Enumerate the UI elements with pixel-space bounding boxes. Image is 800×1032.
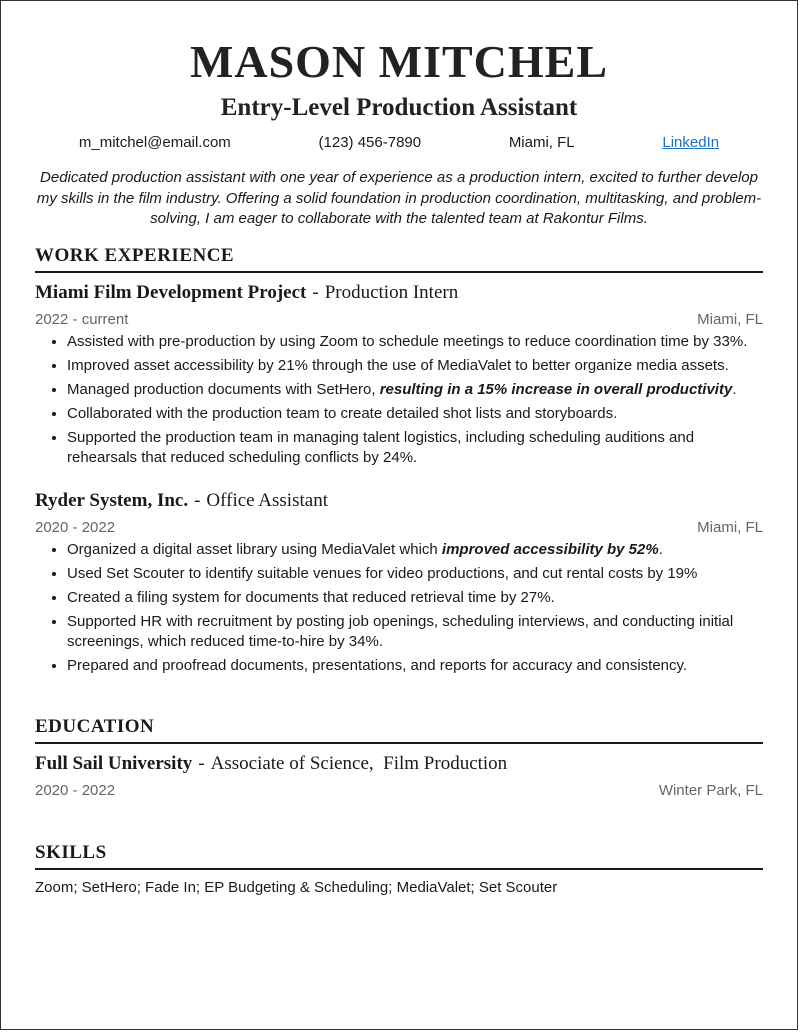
job-title: Entry-Level Production Assistant [220, 94, 578, 121]
education-separator: - [198, 752, 205, 774]
job-separator: - [312, 281, 319, 303]
bullet-text: Assisted with pre-production by using Zoom to schedule meetings to reduce coordination time by 33%. [67, 332, 748, 350]
education-heading [35, 752, 763, 776]
job-separator: - [194, 489, 201, 511]
job-heading [35, 489, 763, 513]
degree-name: Associate of Science, Film Production [210, 752, 508, 774]
summary-paragraph: Dedicated production assistant with one year of experience as a production intern, excited to further develop my skills in the film industry. Offering a solid foundation in production coordination, multitasking, and problem-solving, I am eager to collaborate with the talented team at Rakontur Films. [36, 169, 762, 227]
job-role: Office Assistant [206, 489, 328, 511]
job-meta [35, 518, 763, 538]
job-bullet [67, 380, 763, 401]
job-role: Production Intern [324, 281, 459, 303]
job-bullet [67, 404, 763, 425]
bullet-text: Used Set Scouter to identify suitable venues for video productions, and cut rental costs by 19% [67, 564, 698, 582]
bullet-suffix: . [732, 380, 737, 398]
job-dates: 2020 - 2022 [35, 518, 116, 536]
job-bullet [67, 564, 763, 585]
contact-bar [35, 133, 763, 153]
job-bullet [67, 540, 763, 561]
candidate-name: MASON MITCHEL [189, 36, 609, 87]
location-text: Miami, FL [508, 134, 575, 151]
skills-list: Zoom; SetHero; Fade In; EP Budgeting & Scheduling; MediaValet; Set Scouter [35, 878, 558, 896]
job-entry [35, 489, 763, 677]
school-name: Full Sail University [35, 752, 193, 774]
bullet-text: Improved asset accessibility by 21% through the use of MediaValet to better organize media assets. [67, 356, 729, 374]
bullet-emphasis: improved accessibility by 52% [441, 540, 659, 558]
job-location: Miami, FL [697, 310, 763, 328]
education-meta [35, 781, 763, 801]
email-text: m_mitchel@email.com [78, 134, 231, 151]
job-meta [35, 310, 763, 330]
bullet-text: Supported the production team in managing talent logistics, including scheduling auditions and rehearsals that reduced scheduling conflicts by 24%. [67, 428, 695, 466]
section-title-education: EDUCATION [35, 715, 763, 744]
section-title-skills: SKILLS [35, 841, 763, 870]
bullet-text: Prepared and proofread documents, presentations, and reports for accuracy and consistency. [67, 657, 688, 674]
bullet-suffix: . [658, 540, 663, 558]
job-bullet [67, 332, 763, 353]
job-organization: Miami Film Development Project [35, 281, 307, 303]
education-dates: 2020 - 2022 [35, 781, 116, 799]
job-location: Miami, FL [697, 518, 763, 536]
phone-text: (123) 456-7890 [318, 134, 422, 151]
job-bullet [67, 588, 763, 609]
bullet-text: Managed production documents with SetHero, [67, 380, 380, 398]
job-dates: 2022 - current [35, 310, 129, 328]
job-bullet [67, 612, 763, 653]
job-bullet [67, 356, 763, 377]
education-entry [35, 752, 763, 801]
section-title-work: WORK EXPERIENCE [35, 244, 763, 273]
job-heading [35, 281, 763, 305]
bullet-text: Supported HR with recruitment by posting job openings, scheduling interviews, and conducting initial screenings, which reduced time-to-hire by 34%. [67, 612, 734, 650]
job-bullets [35, 540, 763, 677]
job-bullet [67, 428, 763, 469]
job-entry [35, 281, 763, 469]
bullet-emphasis: resulting in a 15% increase in overall productivity [379, 380, 733, 398]
resume-content [35, 1, 763, 898]
bullet-text: Organized a digital asset library using MediaValet which [67, 540, 442, 558]
bullet-text: Collaborated with the production team to create detailed shot lists and storyboards. [67, 404, 618, 422]
linkedin-link[interactable]: LinkedIn [662, 134, 720, 151]
job-bullets [35, 332, 763, 469]
job-bullet [67, 656, 763, 677]
job-organization: Ryder System, Inc. [35, 489, 189, 511]
bullet-text: Created a filing system for documents that reduced retrieval time by 27%. [67, 588, 555, 606]
education-location: Winter Park, FL [658, 781, 763, 799]
